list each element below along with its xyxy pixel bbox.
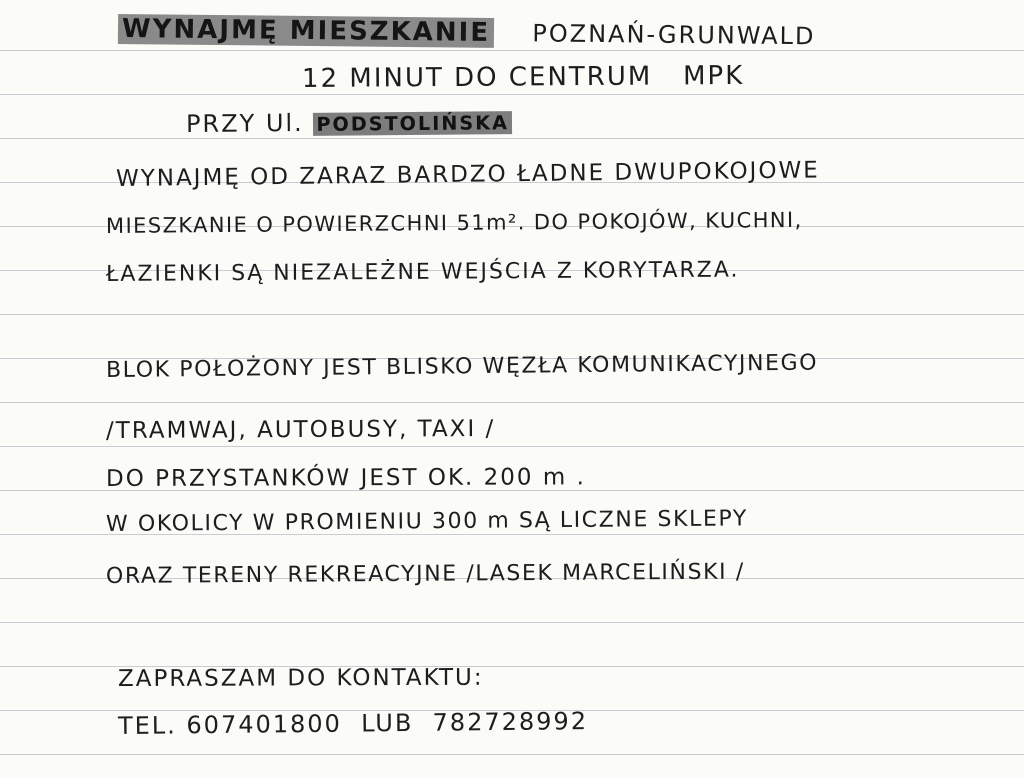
paragraph1-line-3: ŁAZIENKI SĄ NIEZALEŻNE WEJŚCIA Z KORYTARZA. — [105, 257, 740, 287]
street-line — [186, 107, 512, 138]
street-prefix: PRZY Ul. — [185, 108, 304, 138]
paragraph2-line-3: DO PRZYSTANKÓW JEST OK. 200 m . — [105, 464, 586, 492]
paragraph2-line-1: BLOK POŁOŻONY JEST BLISKO WĘZŁA KOMUNIKACYJNEGO — [105, 350, 819, 383]
contact-invite: ZAPRASZAM DO KONTAKTU: — [117, 664, 484, 692]
title-line — [118, 14, 816, 51]
street-highlight: PODSTOLIŃSKA — [313, 111, 512, 136]
subtitle-line: 12 MINUT DO CENTRUM MPK — [301, 60, 745, 94]
contact-phones: TEL. 607401800 LUB 782728992 — [117, 707, 589, 740]
title-highlight: WYNAJMĘ MIESZKANIE — [118, 14, 494, 48]
paragraph1-line-1: WYNAJMĘ OD ZARAZ BARDZO ŁADNE DWUPOKOJOWE — [115, 157, 820, 192]
paragraph2-line-5: ORAZ TERENY REKREACYJNE /LASEK MARCELIŃSKI / — [105, 559, 745, 589]
paragraph1-line-2: MIESZKANIE O POWIERZCHNI 51m². DO POKOJÓW, KUCHNI, — [105, 207, 803, 238]
title-location: POZNAŃ-GRUNWALD — [532, 19, 816, 51]
paragraph2-line-4: W OKOLICY W PROMIENIU 300 m SĄ LICZNE SKLEPY — [105, 506, 748, 537]
paragraph2-line-2: /TRAMWAJ, AUTOBUSY, TAXI / — [105, 415, 496, 444]
